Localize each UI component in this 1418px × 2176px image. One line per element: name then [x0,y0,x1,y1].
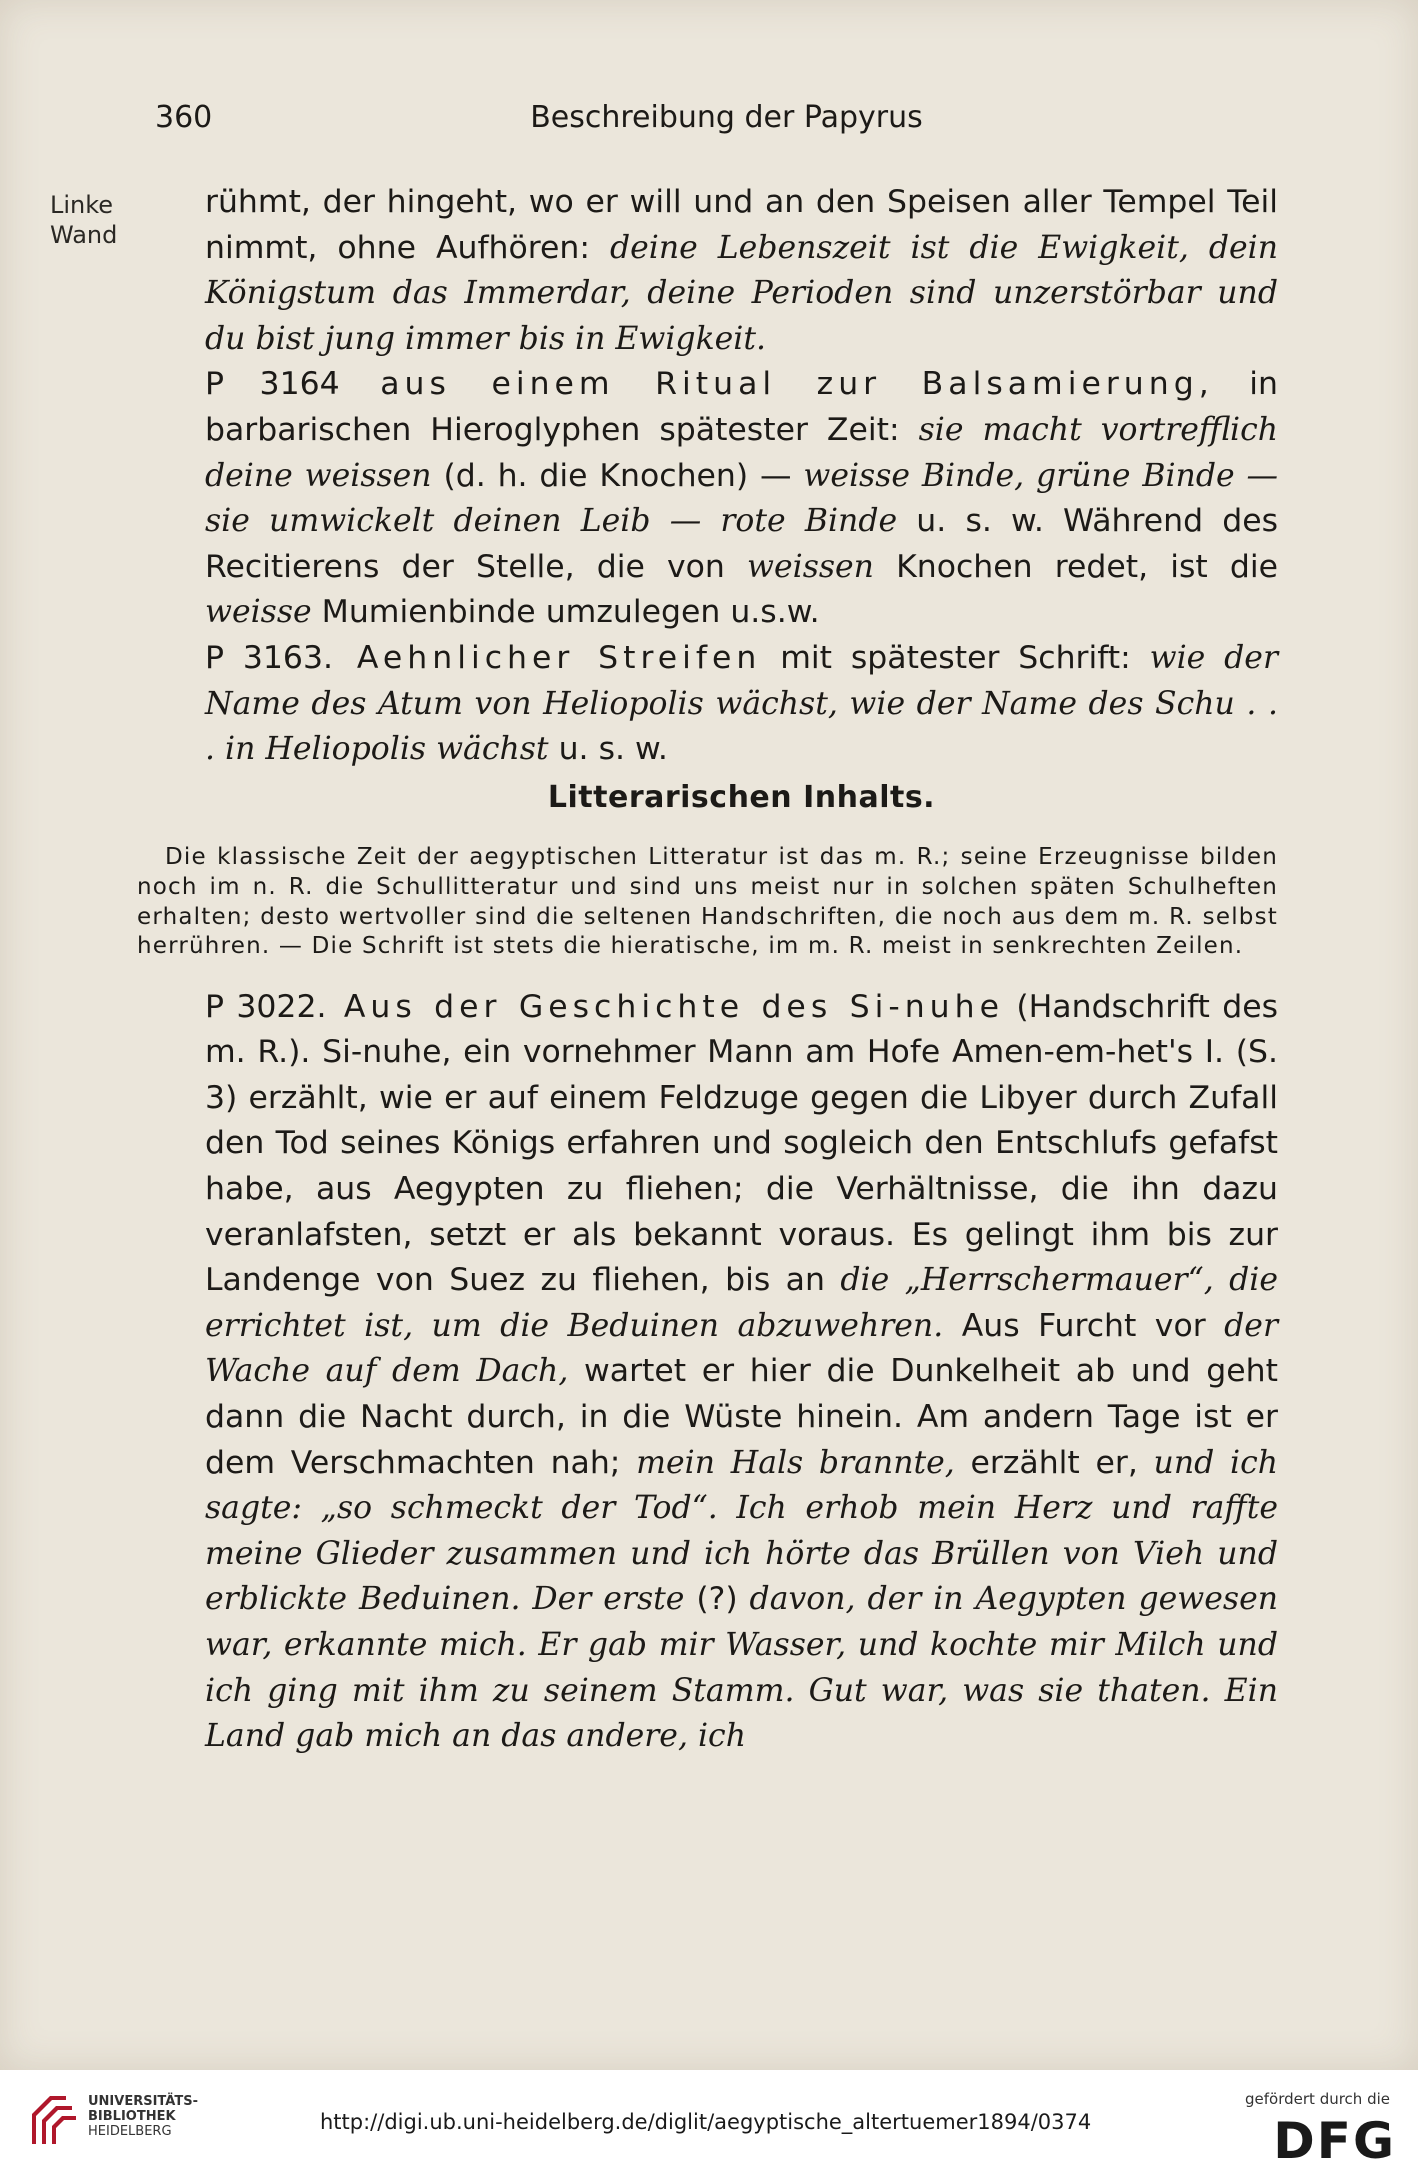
page-number: 360 [155,100,213,135]
text-run: Mumienbinde umzulegen u.s.w. [311,594,820,631]
margin-note-line: Wand [50,221,118,249]
italic-quote: wie der Name des Atum von Heliopolis wächst, wie der Name des Schu . . . in Heliopolis wächst [205,639,1279,768]
running-title: Beschreibung der Papyrus [530,100,923,135]
italic-quote: sie macht vortrefflich deine weissen [205,411,1278,494]
italic-quote: deine Lebenszeit ist die Ewigkeit, dein Königstum das Immerdar, deine Perioden sind unzerstörbar und du bist jung immer bis in Ewigkeit. [205,229,1279,357]
text-run: erzählt er, [954,1444,1154,1481]
library-name-line: UNIVERSITÄTS- [88,2094,198,2109]
library-logo-icon [26,2090,82,2150]
italic-quote: der Wache auf dem Dach, [205,1307,1279,1390]
text-run: u. s. w. [548,731,668,768]
entry-title: Aehnlicher Streifen [333,639,762,676]
entry-title: Aus der Geschichte des Si-nuhe [326,988,1004,1025]
catalog-number: P 3163. [205,639,334,676]
section-heading: Litterarischen Inhalts. [547,779,936,815]
italic-quote: davon, der in Aegypten gewesen war, erkannte mich. Er gab mir Wasser, und kochte mir Milch und ich ging mit ihm zu seinem Stamm. Gut war, was sie thaten. Ein Land gab mich an das andere, ich [205,1581,1279,1755]
italic-quote: und ich sagte: „so schmeckt der Tod“. Ich erhob mein Herz und raffte meine Glieder zusammen und ich hörte das Brüllen von Vieh und erblickte Beduinen. Der erste [205,1444,1279,1618]
catalog-entry-p3163 [133,636,1278,773]
catalog-number: P 3022. [205,988,327,1025]
text-run: Knochen redet, ist die [873,548,1279,585]
italic-quote: mein Hals brannte, [636,1444,955,1481]
text-run: (Handschrift des m. R.). Si-nuhe, ein vornehmer Mann am Hofe Amen-em-het's I. (S. 3) erzählt, wie er auf einem Feldzuge gegen die Libyer durch Zufall den Tod seines Königs erfahren und sogleich den Entschlufs gefafst habe, aus Aegypten zu fliehen; die Verhältnisse, die ihn dazu veranlafsten, setzt er als bekannt voraus. Es gelingt ihm bis zur Landenge von Suez zu fliehen, bis an [205,988,1278,1299]
margin-note [50,190,117,250]
text-run: u. s. w. Während des Recitierens der Stelle, die von [205,503,1279,585]
library-name-line: BIBLIOTHEK [88,2109,176,2124]
catalog-entry-p3164 [133,362,1278,636]
running-head [155,100,1298,150]
dfg-logo: DFG [1273,2112,1396,2170]
catalog-entry-p3022 [133,985,1278,1760]
paragraph-continuation [205,180,1278,362]
text-run: mit spätester Schrift: [761,639,1150,676]
library-name-line: HEIDELBERG [88,2124,172,2139]
margin-note-line: Linke [50,191,114,219]
intro-text: Die klassische Zeit der aegyptischen Litteratur ist das m. R.; seine Erzeugnisse bilden noch im n. R. die Schullitteratur und sind uns meist nur in solchen späten Schulheften erhalten; desto wertvoller sind die seltenen Handschriften, die noch aus dem m. R. selbst herrühren. — Die Schrift ist stets die hieratische, im m. R. meist in senkrechten Zeilen. [137,844,1278,960]
text-run: (d. h. die Knochen) — [431,457,804,494]
section-intro [137,843,1278,961]
italic-quote: weisse [205,594,312,631]
body-text [137,180,1279,1760]
text-run: Aus Furcht vor [943,1307,1225,1344]
text-run: in barbarischen Hieroglyphen spätester Zeit: [205,366,1278,448]
text-run: (?) [684,1581,750,1618]
funding-note: gefördert durch die [1245,2090,1390,2108]
catalog-number: P 3164 [205,366,340,403]
text-run: rühmt, der hingeht, wo er will und an den Speisen aller Tempel Teil nimmt, ohne Aufhören: [205,184,1278,266]
permalink-url[interactable]: http://digi.ub.uni-heidelberg.de/diglit/aegyptische_altertuemer1894/0374 [320,2110,1092,2134]
library-logo-text [88,2094,198,2139]
text-run: wartet er hier die Dunkelheit ab und geht dann die Nacht durch, in die Wüste hinein. Am andern Tage ist er dem Verschmachten nah; [205,1353,1278,1481]
footer-bar [0,2070,1418,2176]
italic-quote: die „Herrschermauer“, die errichtet ist, um die Beduinen abzuwehren. [205,1262,1278,1344]
entry-title: aus einem Ritual zur Balsamierung, [339,366,1214,403]
italic-quote: weisse Binde, grüne Binde — sie umwickelt deinen Leib — rote Binde [205,457,1278,540]
italic-quote: weissen [747,548,874,585]
